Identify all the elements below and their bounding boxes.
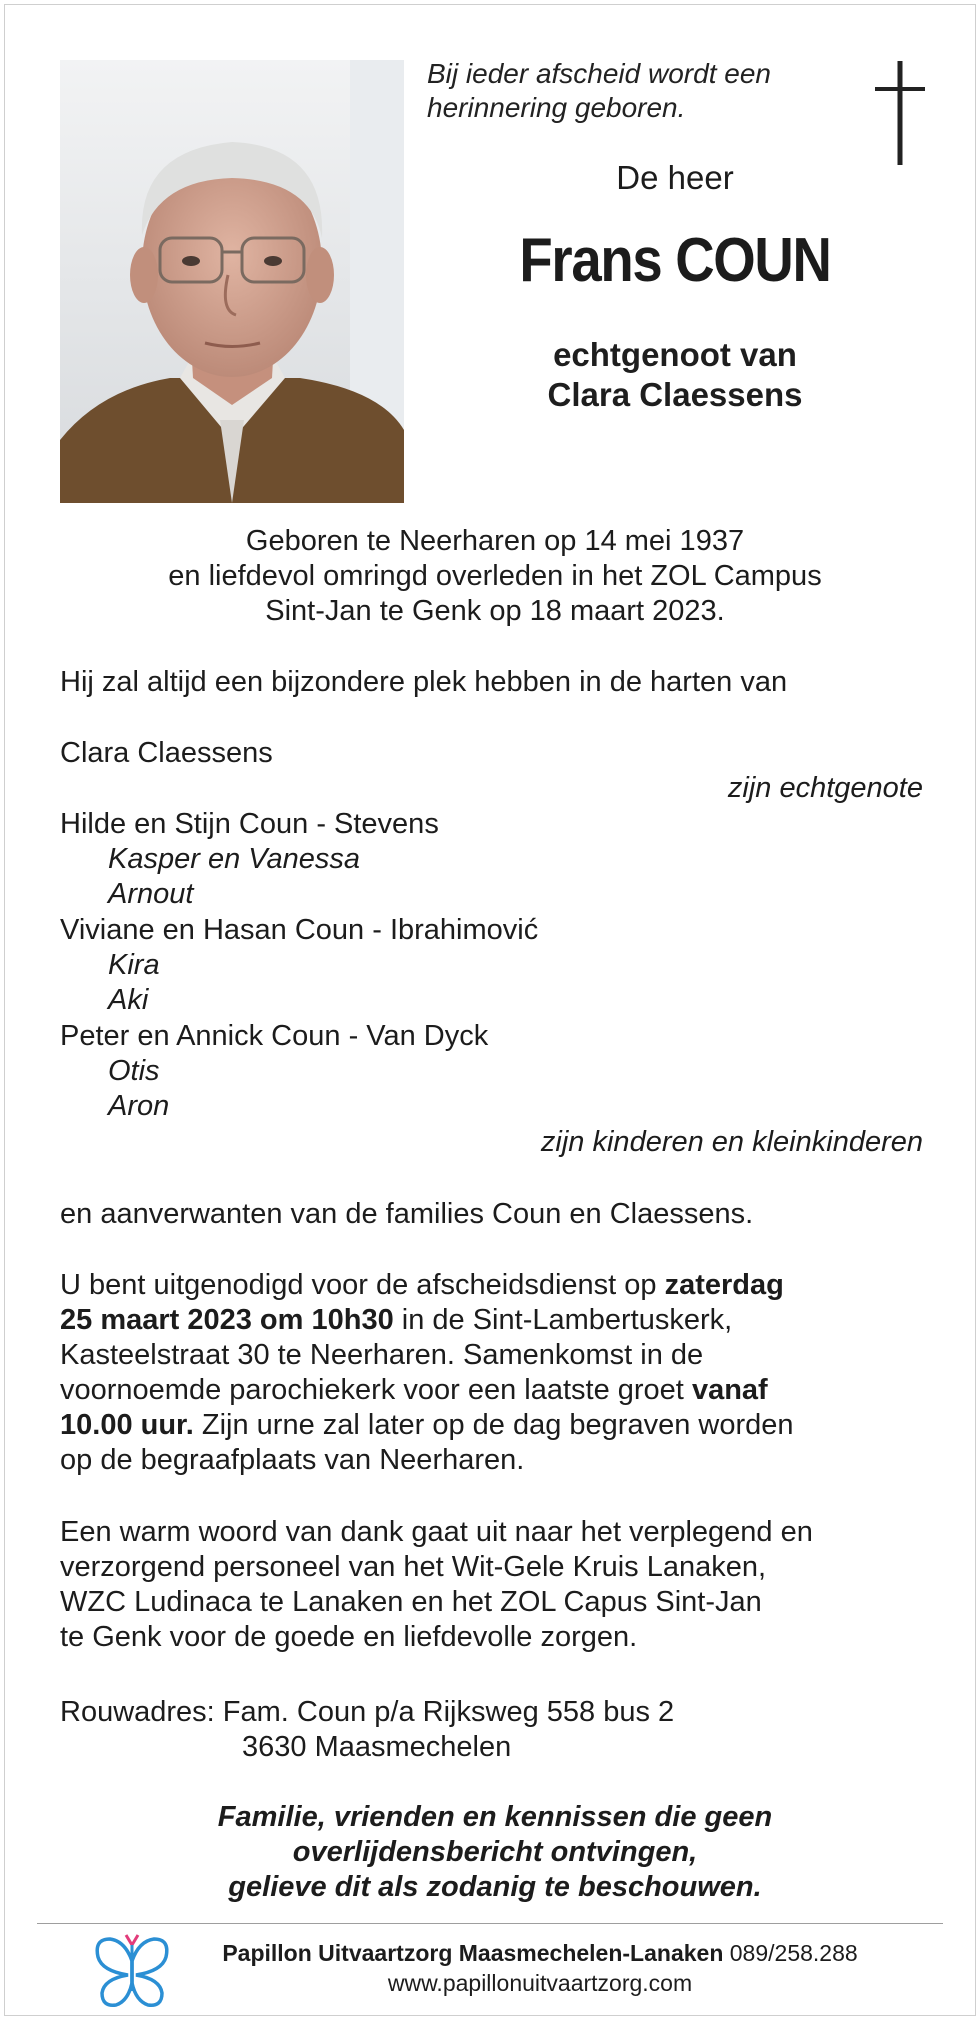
thanks-line-4: te Genk voor de goede en liefdevolle zorgen. (60, 1621, 638, 1653)
child-3: Peter en Annick Coun - Van Dyck (60, 1020, 489, 1052)
grandchild-2-1: Kira (108, 949, 160, 981)
service-text-5: Zijn urne zal later op de dag begraven worden (193, 1409, 794, 1441)
footer-divider (37, 1923, 943, 1924)
portrait-photo (60, 60, 404, 503)
service-from: vanaf (691, 1374, 768, 1406)
closing-notice (60, 1800, 930, 1905)
service-day: zaterdag (664, 1269, 784, 1301)
quote-line-1: Bij ieder afscheid wordt een (427, 58, 771, 89)
closing-line-3: gelieve dit als zodanig te beschouwen. (228, 1871, 762, 1903)
thanks-line-3: WZC Ludinaca te Lanaken en het ZOL Capus Sint-Jan (60, 1586, 762, 1618)
obituary-card (4, 4, 976, 2016)
mourning-address (60, 1695, 674, 1765)
spouse-relation (475, 335, 875, 415)
cross-icon (875, 61, 925, 165)
deceased-name: Frans COUN (519, 226, 831, 295)
closing-line-2: overlijdensbericht ontvingen, (292, 1836, 698, 1868)
spouse-relation-line-2: Clara Claessens (547, 376, 803, 413)
salutation: De heer (616, 159, 734, 196)
service-text-2: in de Sint-Lambertuskerk, (393, 1304, 733, 1336)
grandchild-3-2: Aron (108, 1090, 170, 1122)
funeral-home-name: Papillon Uitvaartzorg Maasmechelen-Lanaken (222, 1940, 724, 1966)
birth-line-3: Sint-Jan te Genk op 18 maart 2023. (265, 595, 725, 627)
birth-death-info (60, 524, 930, 629)
spouse-role: zijn echtgenote (727, 772, 923, 804)
funeral-home-info (190, 1938, 890, 1998)
funeral-home-phone: 089/258.288 (723, 1940, 858, 1966)
thanks-paragraph (60, 1515, 900, 1655)
funeral-home-website[interactable]: www.papillonuitvaartzorg.com (387, 1970, 693, 1996)
quote-line-2: herinnering geboren. (427, 92, 686, 123)
birth-line-1: Geboren te Neerharen op 14 mei 1937 (245, 525, 745, 557)
relatives-line: en aanverwanten van de families Coun en Claessens. (60, 1198, 754, 1230)
grandchild-3-1: Otis (108, 1055, 160, 1087)
address-line-1: Rouwadres: Fam. Coun p/a Rijksweg 558 bus 2 (60, 1696, 675, 1728)
memorial-quote (427, 57, 771, 125)
closing-line-1: Familie, vrienden en kennissen die geen (217, 1801, 773, 1833)
service-text-6: op de begraafplaats van Neerharen. (60, 1444, 525, 1476)
butterfly-logo-icon (92, 1931, 172, 2011)
service-from-time: 10.00 uur. (60, 1409, 194, 1441)
child-1: Hilde en Stijn Coun - Stevens (60, 808, 439, 840)
thanks-line-1: Een warm woord van dank gaat uit naar het verplegend en (60, 1516, 813, 1548)
grandchild-1-1: Kasper en Vanessa (108, 843, 361, 875)
service-text-3: Kasteelstraat 30 te Neerharen. Samenkomst in de (60, 1339, 704, 1371)
grandchild-1-2: Arnout (108, 878, 194, 910)
children-role: zijn kinderen en kleinkinderen (540, 1126, 923, 1158)
grandchild-2-2: Aki (108, 984, 149, 1016)
birth-line-2: en liefdevol omringd overleden in het ZOL Campus (168, 560, 822, 592)
family-intro: Hij zal altijd een bijzondere plek hebben in de harten van (60, 666, 788, 698)
service-text-4: voornoemde parochiekerk voor een laatste groet (60, 1374, 692, 1406)
spouse-relation-line-1: echtgenoot van (553, 336, 797, 373)
address-line-2: 3630 Maasmechelen (242, 1731, 512, 1763)
spouse-name: Clara Claessens (60, 737, 273, 769)
child-2: Viviane en Hasan Coun - Ibrahimović (60, 914, 539, 946)
service-date-time: 25 maart 2023 om 10h30 (60, 1304, 394, 1336)
service-text-1: U bent uitgenodigd voor de afscheidsdienst op (60, 1269, 665, 1301)
thanks-line-2: verzorgend personeel van het Wit-Gele Kruis Lanaken, (60, 1551, 767, 1583)
service-info (60, 1268, 900, 1478)
